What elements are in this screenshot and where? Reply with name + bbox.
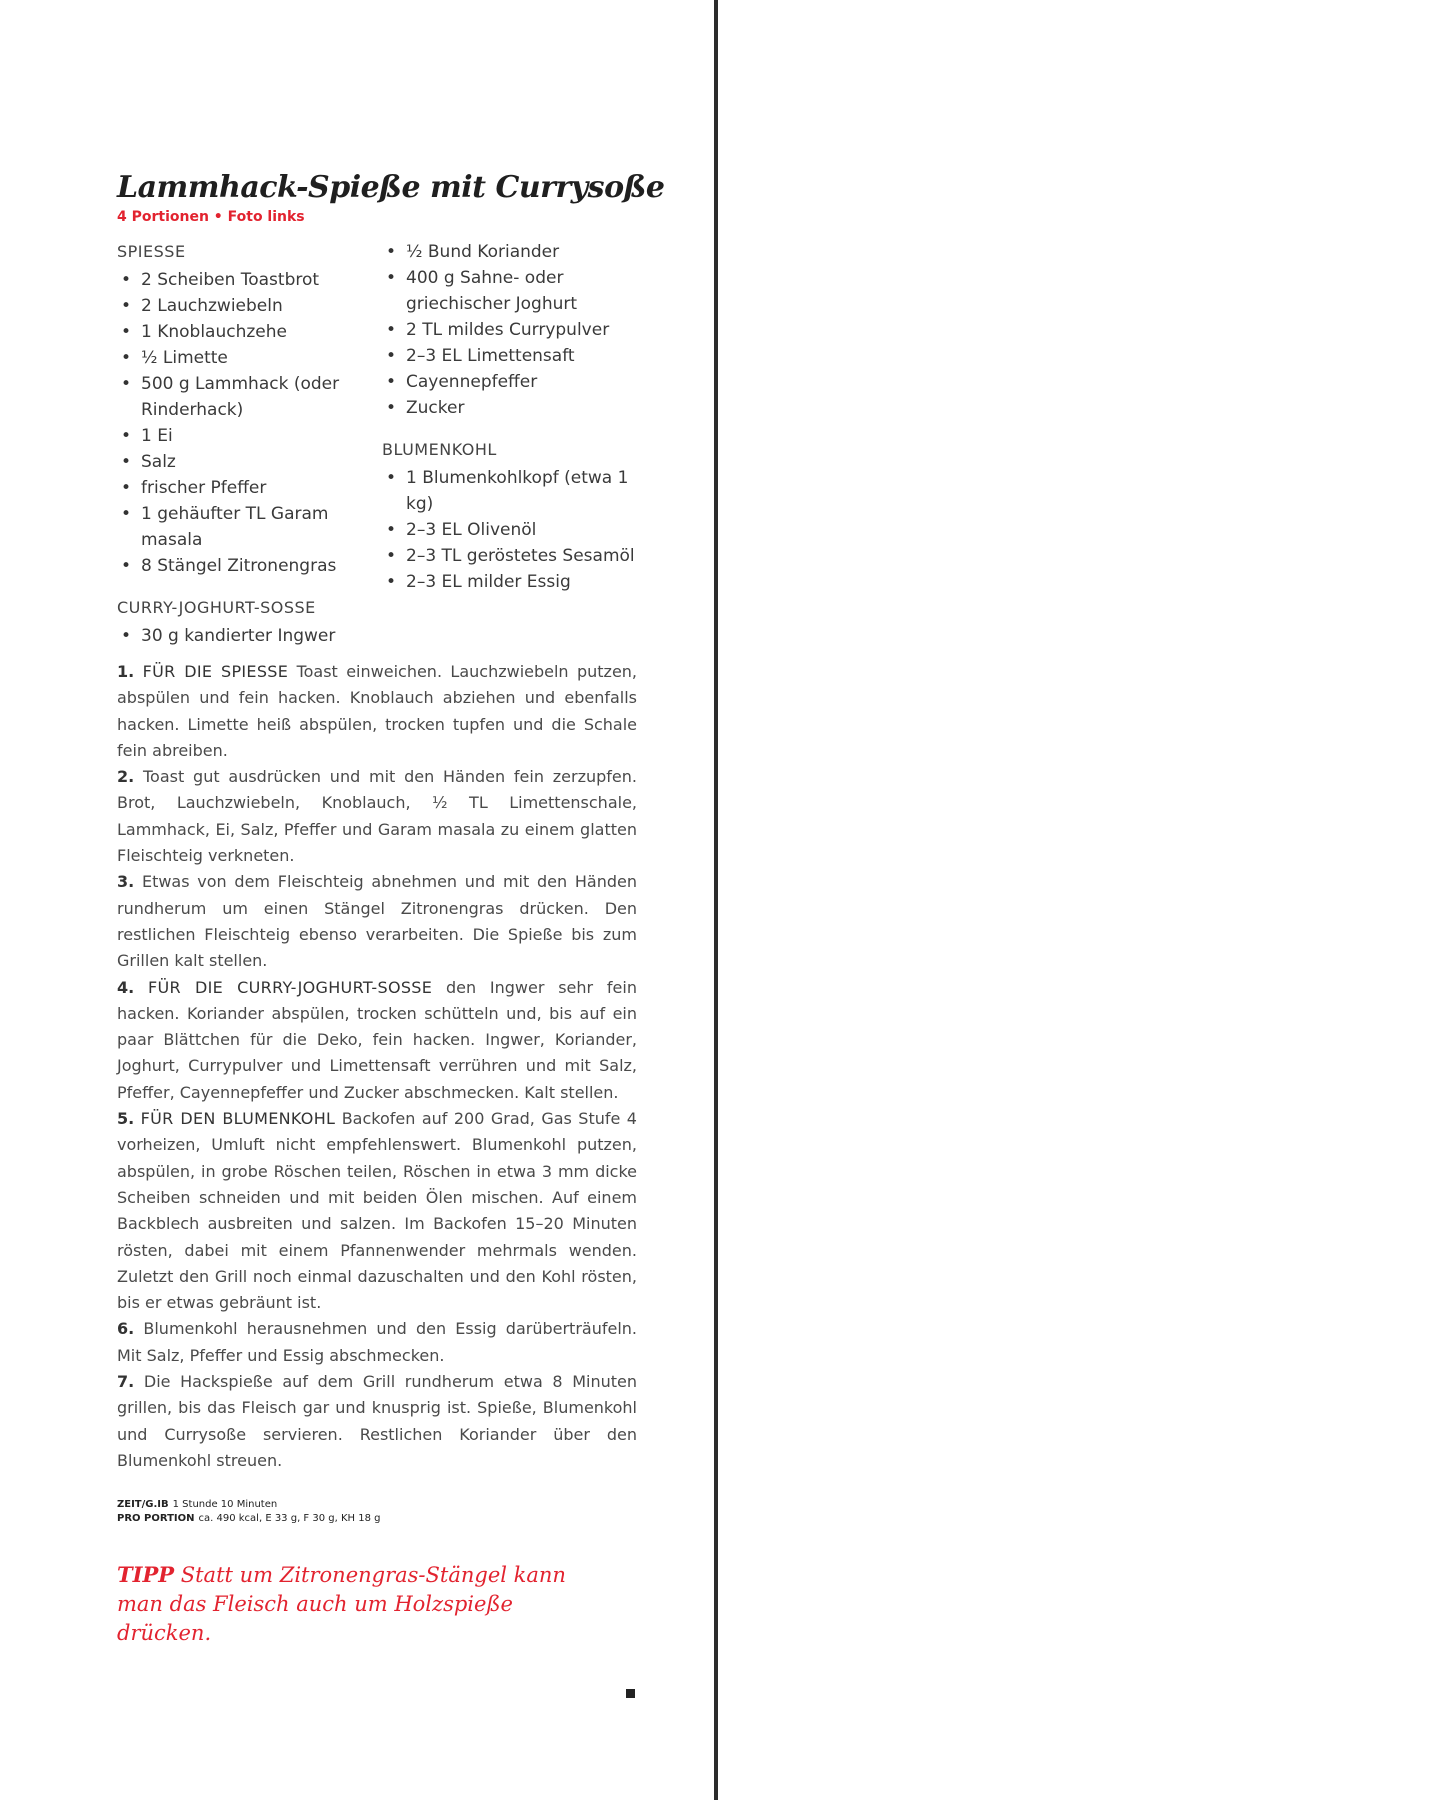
ingredient-item: • 2–3 EL milder Essig: [382, 569, 637, 595]
prep-time-value: 1 Stunde 10 Minuten: [172, 1499, 278, 1511]
tip-box: [117, 1560, 597, 1648]
ingredient-item: • 400 g Sahne- oder griechischer Joghurt: [382, 265, 637, 317]
ingredient-item: • 2–3 EL Olivenöl: [382, 517, 637, 543]
step-text: den Ingwer sehr fein hacken. Koriander abspülen, trocken schütteln und, bis auf ein paar Blättchen für die Deko, fein hacken. Ingwer, Koriander, Joghurt, Currypulver und Limettensaft verrühren und mit Salz, Pfeffer, Cayennepfeffer und Zucker abschmecken. Kalt stellen.: [117, 977, 637, 1102]
step-text: Etwas von dem Fleischteig abnehmen und mit den Händen rundherum um einen Stängel Zitronengras drücken. Den restlichen Fleischteig ebenso verarbeiten. Die Spieße bis zum Grillen kalt stellen.: [117, 872, 637, 971]
instruction-step: [117, 659, 637, 764]
ingredient-item: • 1 gehäufter TL Garam masala: [117, 501, 372, 553]
step-keyword: FÜR DEN BLUMENKOHL: [140, 1109, 336, 1129]
instruction-step: [117, 869, 637, 974]
section-heading-blumenkohl: BLUMENKOHL: [382, 440, 497, 459]
instructions: [117, 659, 637, 1474]
ingredients-right-column: [382, 239, 637, 649]
step-keyword: FÜR DIE SPIESSE: [142, 662, 289, 681]
ingredient-item: • Zucker: [382, 395, 637, 421]
step-text: Toast gut ausdrücken und mit den Händen fein zerzupfen. Brot, Lauchzwiebeln, Knoblauch, ½ TL Limettenschale, Lammhack, Ei, Salz, Pfeffer und Garam masala zu einem glatten Fleischteig verkneten.: [117, 767, 637, 866]
ingredient-item: • 2 Lauchzwiebeln: [117, 293, 372, 319]
ingredient-item: • 1 Knoblauchzehe: [117, 319, 372, 345]
instruction-step: [117, 1369, 637, 1474]
ingredients: [117, 239, 637, 649]
nutrition-info: [117, 1498, 637, 1526]
tip-label: TIPP: [117, 1562, 175, 1588]
ingredient-list-curry-continued: [382, 239, 637, 421]
step-number: 3.: [117, 872, 135, 892]
recipe-subtitle: 4 Portionen • Foto links: [117, 209, 305, 225]
ingredient-list-curry-start: [117, 623, 372, 649]
section-heading-spiesse: SPIESSE: [117, 242, 186, 261]
step-number: 6.: [117, 1319, 135, 1339]
step-number: 1.: [117, 662, 135, 681]
ingredient-item: • 2–3 TL geröstetes Sesamöl: [382, 543, 637, 569]
step-text: Blumenkohl herausnehmen und den Essig darüberträufeln. Mit Salz, Pfeffer und Essig abschmecken.: [117, 1319, 637, 1365]
ingredient-item: • 2 Scheiben Toastbrot: [117, 267, 372, 293]
ingredient-item: • ½ Bund Koriander: [382, 239, 637, 265]
recipe-page: [117, 170, 665, 1648]
ingredient-item: • 1 Ei: [117, 423, 372, 449]
ingredient-item: • Cayennepfeffer: [382, 369, 637, 395]
ingredient-item: • 500 g Lammhack (oder Rinderhack): [117, 371, 372, 423]
prep-time: [117, 1498, 637, 1512]
instruction-step: [117, 975, 637, 1106]
step-number: 7.: [117, 1372, 135, 1392]
recipe-title: Lammhack-Spieße mit Currysoße: [117, 170, 665, 205]
ingredient-item: • ½ Limette: [117, 345, 372, 371]
step-text: Backofen auf 200 Grad, Gas Stufe 4 vorheizen, Umluft nicht empfehlenswert. Blumenkohl putzen, abspülen, in grobe Röschen teilen, Röschen in etwa 3 mm dicke Scheiben schneiden und mit beiden Ölen mischen. Auf einem Backblech ausbreiten und salzen. Im Backofen 15–20 Minuten rösten, dabei mit einem Pfannenwender mehrmals wenden. Zuletzt den Grill noch einmal dazuschalten und den Kohl rösten, bis er etwas gebräunt ist.: [117, 1109, 637, 1313]
step-number: 4.: [117, 977, 135, 997]
instruction-step: [117, 1316, 637, 1369]
end-mark-icon: [626, 1689, 635, 1698]
ingredient-item: • 1 Blumenkohlkopf (etwa 1 kg): [382, 465, 637, 517]
section-heading-curry: CURRY-JOGHURT-SOSSE: [117, 598, 316, 617]
step-keyword: FÜR DIE CURRY-JOGHURT-SOSSE: [148, 977, 433, 997]
prep-time-label: ZEIT/G.IB: [117, 1499, 169, 1511]
ingredient-item: • 30 g kandierter Ingwer: [117, 623, 372, 649]
per-portion: [117, 1512, 637, 1526]
per-portion-label: PRO PORTION: [117, 1513, 195, 1525]
instruction-step: [117, 764, 637, 869]
step-text: Die Hackspieße auf dem Grill rundherum etwa 8 Minuten grillen, bis das Fleisch gar und knusprig ist. Spieße, Blumenkohl und Currysoße servieren. Restlichen Koriander über den Blumenkohl streuen.: [117, 1372, 638, 1470]
per-portion-value: ca. 490 kcal, E 33 g, F 30 g, KH 18 g: [198, 1513, 381, 1525]
ingredient-item: • Salz: [117, 449, 372, 475]
ingredient-item: • 2 TL mildes Currypulver: [382, 317, 637, 343]
ingredient-item: • 8 Stängel Zitronengras: [117, 553, 372, 579]
instruction-step: [117, 1106, 637, 1316]
step-text: Toast einweichen. Lauchzwiebeln putzen, abspülen und fein hacken. Knoblauch abziehen und ebenfalls hacken. Limette heiß abspülen, trocken tupfen und die Schale fein abreiben.: [117, 662, 638, 760]
ingredient-item: • 2–3 EL Limettensaft: [382, 343, 637, 369]
step-number: 2.: [117, 767, 135, 787]
page-divider: [714, 0, 718, 1800]
tip-text: Statt um Zitronengras-Stängel kann man das Fleisch auch um Holzspieße drücken.: [117, 1563, 566, 1646]
ingredient-list-spiesse: [117, 267, 372, 579]
step-number: 5.: [117, 1109, 135, 1129]
ingredients-left-column: [117, 239, 372, 649]
ingredient-item: • frischer Pfeffer: [117, 475, 372, 501]
ingredient-list-blumenkohl: [382, 465, 637, 595]
